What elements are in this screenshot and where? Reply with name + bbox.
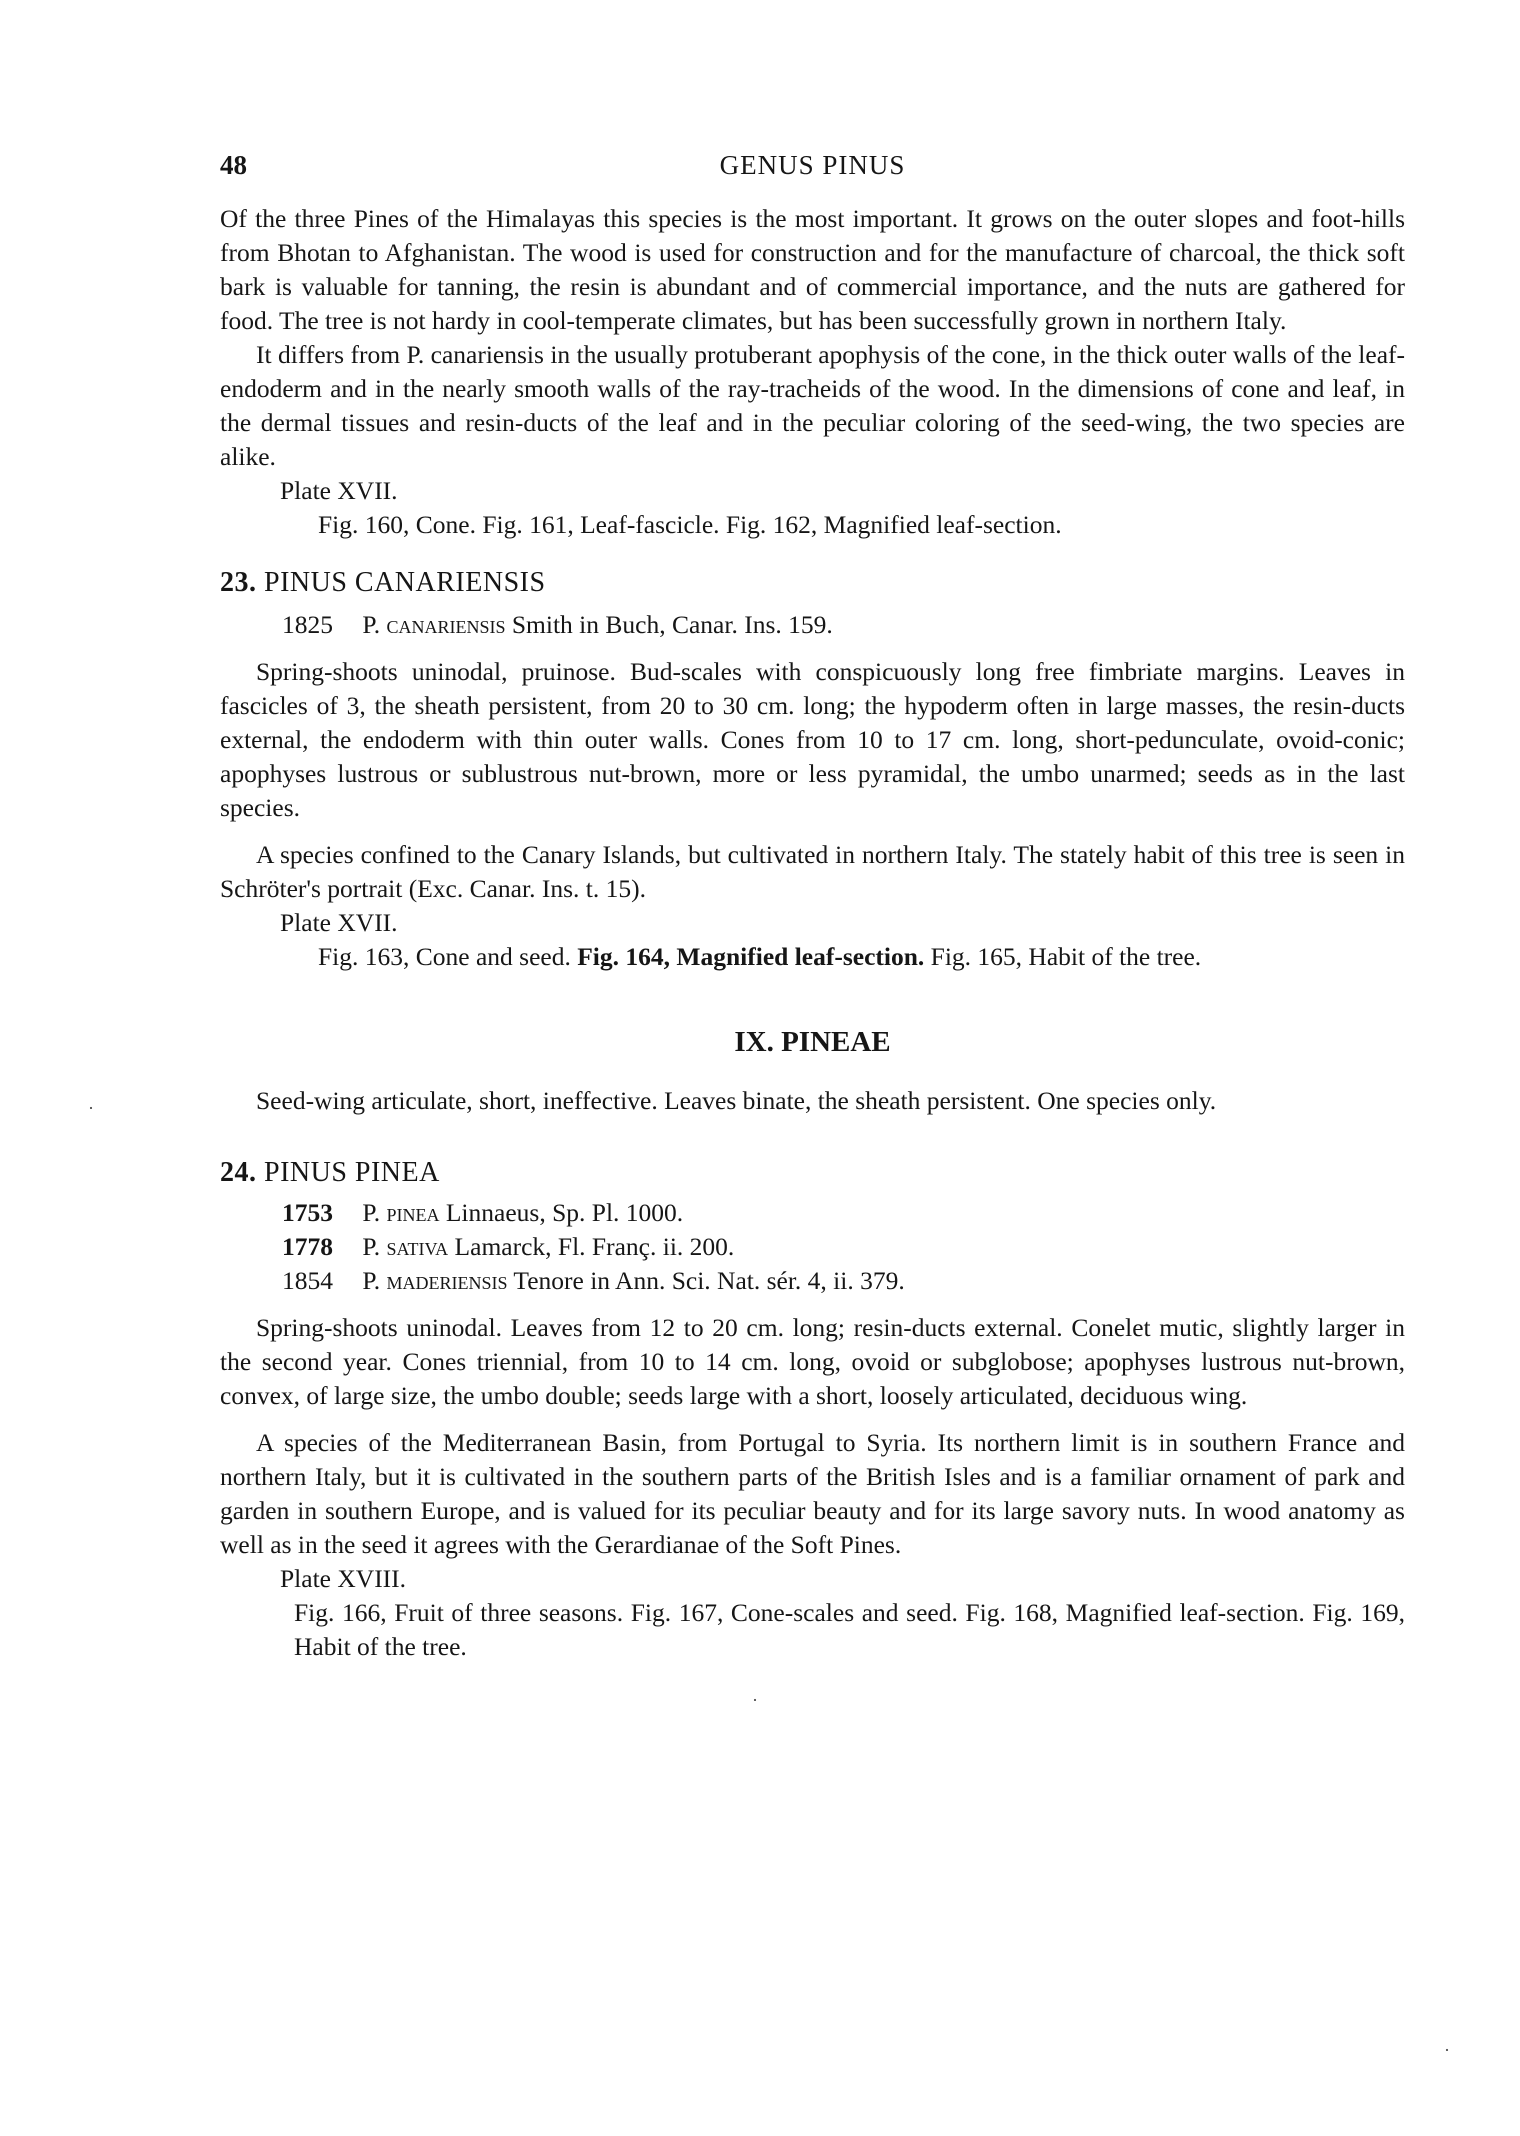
page-number: 48 (220, 150, 247, 180)
scan-speck: · (88, 1098, 94, 1118)
synonym-reference: Lamarck, Fl. Franç. ii. 200. (454, 1232, 735, 1261)
species-23-number: 23. (220, 567, 257, 598)
synonym-genus: P. (362, 610, 381, 639)
species-24-name: PINUS PINEA (264, 1157, 440, 1188)
scan-speck: · (752, 1690, 758, 1710)
prev-species-paragraph-2: It differs from P. canariensis in the usually protuberant apophysis of the cone, in the thick outer walls of the leaf-endoderm and in the nearly smooth walls of the ray-tracheids of the wood. In the dimensions of cone and leaf, in the dermal tissues and resin-ducts of the leaf and in the peculiar coloring of the seed-wing, the two species are alike. (220, 340, 1405, 471)
species-24-number: 24. (220, 1157, 257, 1188)
synonym-reference: Linnaeus, Sp. Pl. 1000. (445, 1198, 684, 1227)
running-head: GENUS PINUS (719, 150, 906, 180)
synonym-entry (220, 1196, 1405, 1230)
figure-164-caption: Magnified leaf-section. (676, 942, 925, 971)
synonym-year: 1854 (282, 1266, 333, 1295)
synonym-reference: Tenore in Ann. Sci. Nat. sér. 4, ii. 379. (513, 1266, 905, 1295)
species-23-figures (220, 940, 1405, 974)
figure-163-caption: Fig. 163, Cone and seed. (318, 942, 571, 971)
species-24-figures: Fig. 166, Fruit of three seasons. Fig. 167, Cone-scales and seed. Fig. 168, Magnified leaf-section. Fig. 169, Habit of the tree. (294, 1598, 1405, 1661)
synonym-entry (220, 1230, 1405, 1264)
synonym-year: 1778 (282, 1232, 333, 1261)
synonym-species: pinea (386, 1198, 440, 1227)
species-24-description: Spring-shoots uninodal. Leaves from 12 to 20 cm. long; resin-ducts external. Conelet mutic, slightly larger in the second year. Cones triennial, from 10 to 14 cm. long, ovoid or subglobose; apophyses lustrous nut-brown, convex, of large size, the umbo double; seeds large with a short, loosely articulated, deciduous wing. (220, 1313, 1405, 1410)
species-23-synonym (220, 608, 1405, 642)
synonym-reference: Smith in Buch, Canar. Ins. 159. (511, 610, 833, 639)
species-24-heading (220, 1154, 1405, 1192)
synonym-year: 1825 (282, 610, 333, 639)
species-23-plate: Plate XVII. (280, 908, 398, 937)
page-header (220, 150, 1405, 190)
synonym-genus: P. (362, 1232, 381, 1261)
section-title: IX. PINEAE (734, 1026, 891, 1058)
synonym-species: sativa (386, 1232, 449, 1261)
synonym-entry (220, 1264, 1405, 1298)
figure-165-caption: Fig. 165, Habit of the tree. (930, 942, 1202, 971)
species-24-plate: Plate XVIII. (280, 1564, 407, 1593)
species-23-range: A species confined to the Canary Islands, but cultivated in northern Italy. The stately habit of this tree is seen in Schröter's portrait (Exc. Canar. Ins. t. 15). (220, 840, 1405, 903)
species-24-range: A species of the Mediterranean Basin, from Portugal to Syria. Its northern limit is in southern France and northern Italy, but it is cultivated in the southern parts of the British Isles and is a familiar ornament of park and garden in southern Europe, and is valued for its peculiar beauty and for its large savory nuts. In wood anatomy as well as in the seed it agrees with the Gerardianae of the Soft Pines. (220, 1428, 1405, 1559)
page-content (220, 202, 1405, 1664)
section-description: Seed-wing articulate, short, ineffective. Leaves binate, the sheath persistent. One species only. (256, 1086, 1217, 1115)
synonym-species: canariensis (386, 610, 506, 639)
species-23-description: Spring-shoots uninodal, pruinose. Bud-scales with conspicuously long free fimbriate margins. Leaves in fascicles of 3, the sheath persistent, from 20 to 30 cm. long; the hypoderm often in large masses, the resin-ducts external, the endoderm with thin outer walls. Cones from 10 to 17 cm. long, short-pedunculate, ovoid-conic; apophyses lustrous or sublustrous nut-brown, more or less pyramidal, the umbo unarmed; seeds as in the last species. (220, 657, 1405, 822)
synonym-genus: P. (362, 1198, 381, 1227)
prev-species-paragraph-1: Of the three Pines of the Himalayas this species is the most important. It grows on the outer slopes and foot-hills from Bhotan to Afghanistan. The wood is used for construction and for the manufacture of charcoal, the thick soft bark is valuable for tanning, the resin is abundant and of commercial importance, and the nuts are gathered for food. The tree is not hardy in cool-temperate climates, but has been successfully grown in northern Italy. (220, 204, 1405, 335)
scan-speck: · (1444, 2040, 1450, 2060)
prev-species-plate: Plate XVII. (280, 476, 398, 505)
species-23-name: PINUS CANARIENSIS (264, 567, 546, 598)
figure-164-number: Fig. 164, (577, 942, 671, 971)
synonym-genus: P. (362, 1266, 381, 1295)
synonym-year: 1753 (282, 1198, 333, 1227)
species-24-synonyms (220, 1196, 1405, 1298)
synonym-species: maderiensis (386, 1266, 508, 1295)
prev-species-figures: Fig. 160, Cone. Fig. 161, Leaf-fascicle. Fig. 162, Magnified leaf-section. (318, 510, 1062, 539)
species-23-heading (220, 564, 1405, 602)
